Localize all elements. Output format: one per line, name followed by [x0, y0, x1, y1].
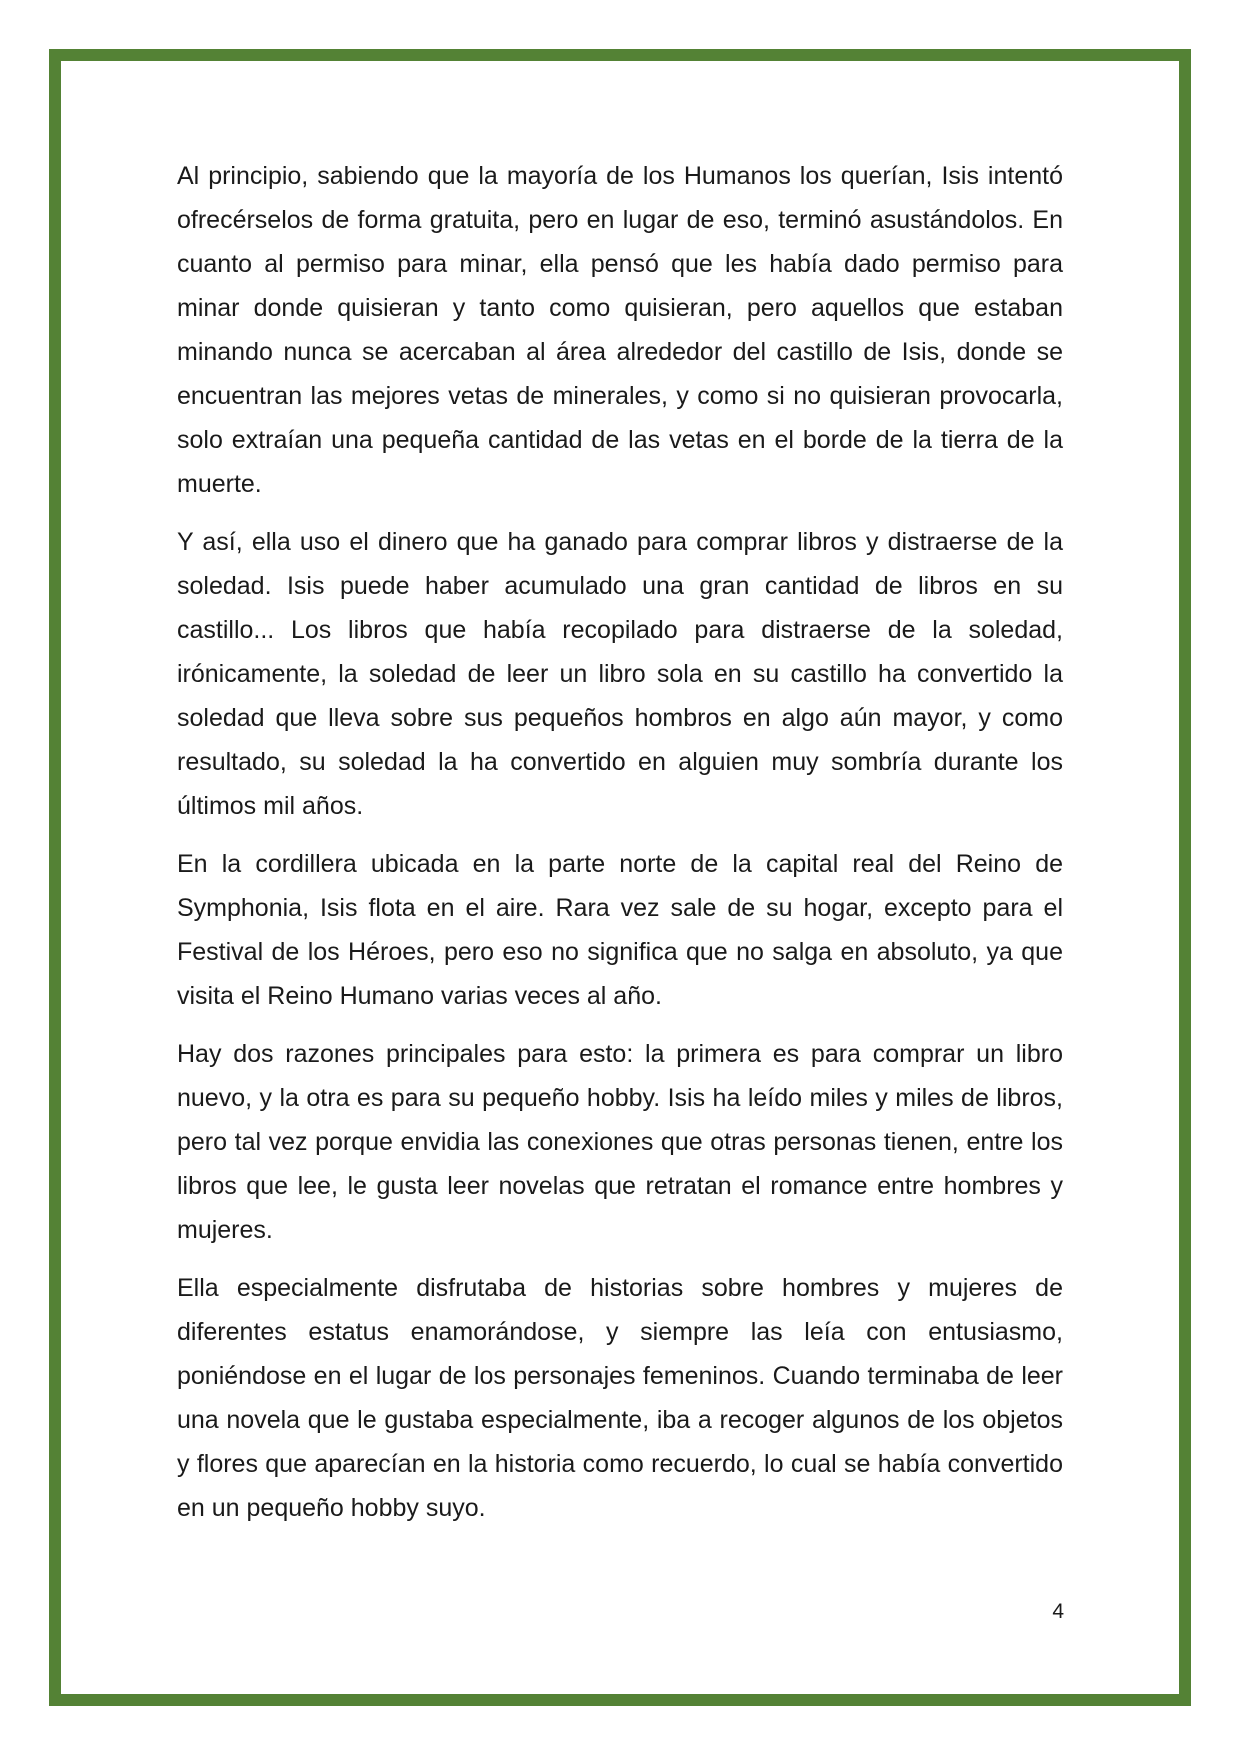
document-body	[177, 154, 1063, 1544]
paragraph: Al principio, sabiendo que la mayoría de los Humanos los querían, Isis intentó ofrecérselos de forma gratuita, pero en lugar de eso, terminó asustándolos. En cuanto al permiso para minar, ella pensó que les había dado permiso para minar donde quisieran y tanto como quisieran, pero aquellos que estaban minando nunca se acercaban al área alrededor del castillo de Isis, donde se encuentran las mejores vetas de minerales, y como si no quisieran provocarla, solo extraían una pequeña cantidad de las vetas en el borde de la tierra de la muerte.	[177, 162, 1063, 498]
paragraph: Y así, ella uso el dinero que ha ganado para comprar libros y distraerse de la soledad. Isis puede haber acumulado una gran cantidad de libros en su castillo... Los libros que había recopilado para distraerse de la soledad, irónicamente, la soledad de leer un libro sola en su castillo ha convertido la soledad que lleva sobre sus pequeños hombros en algo aún mayor, y como resultado, su soledad la ha convertido en alguien muy sombría durante los últimos mil años.	[177, 528, 1063, 820]
paragraph: Hay dos razones principales para esto: la primera es para comprar un libro nuevo, y la otra es para su pequeño hobby. Isis ha leído miles y miles de libros, pero tal vez porque envidia las conexiones que otras personas tienen, entre los libros que lee, le gusta leer novelas que retratan el romance entre hombres y mujeres.	[177, 1040, 1063, 1244]
paragraph: En la cordillera ubicada en la parte norte de la capital real del Reino de Symphonia, Isis flota en el aire. Rara vez sale de su hogar, excepto para el Festival de los Héroes, pero eso no significa que no salga en absoluto, ya que visita el Reino Humano varias veces al año.	[177, 850, 1063, 1010]
paragraph: Ella especialmente disfrutaba de historias sobre hombres y mujeres de diferentes estatus enamorándose, y siempre las leía con entusiasmo, poniéndose en el lugar de los personajes femeninos. Cuando terminaba de leer una novela que le gustaba especialmente, iba a recoger algunos de los objetos y flores que aparecían en la historia como recuerdo, lo cual se había convertido en un pequeño hobby suyo.	[177, 1274, 1063, 1522]
page-number: 4	[1052, 1600, 1064, 1623]
